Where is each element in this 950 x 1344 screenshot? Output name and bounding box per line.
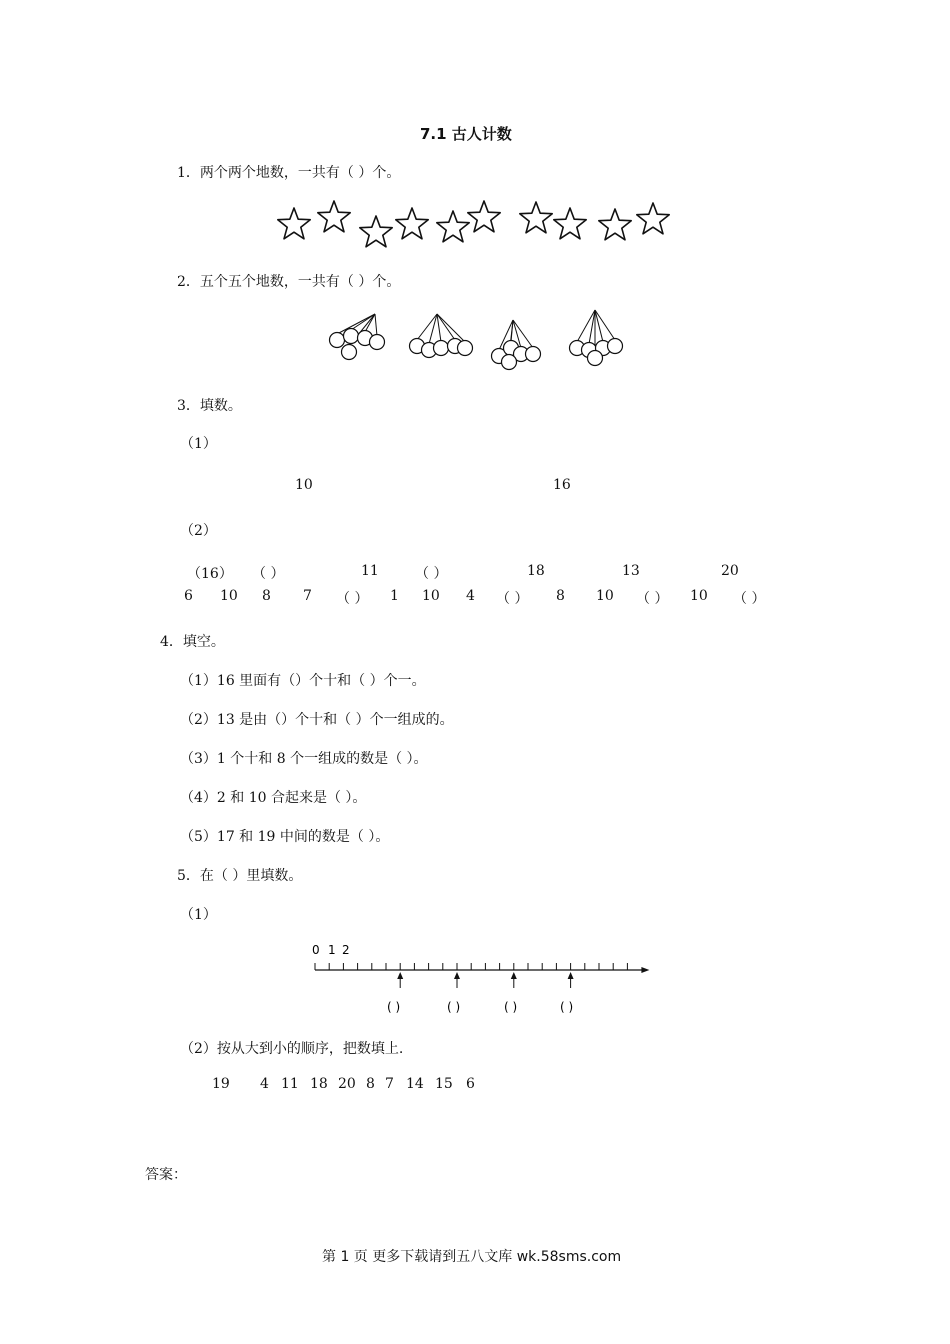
q3-bottom-item: 6 <box>184 588 193 604</box>
q3-bottom-item: 8 <box>556 588 565 604</box>
number-line <box>310 940 650 1020</box>
q3-bottom-item: 7 <box>303 588 312 604</box>
q5-number: 20 <box>338 1076 356 1092</box>
q3-bottom-item: 10 <box>690 588 708 604</box>
arrow-up-icon <box>454 972 460 979</box>
q5-number: 8 <box>366 1076 375 1092</box>
star-icon <box>360 216 392 247</box>
arrow-up-icon <box>397 972 403 979</box>
q3-bottom-item: （ ） <box>733 591 766 607</box>
q5-number: 18 <box>310 1076 328 1092</box>
star-icon <box>468 201 500 232</box>
q3-part1-value-b: 16 <box>553 477 571 493</box>
q3-bottom-item: 10 <box>422 588 440 604</box>
cherry-bunch-icon <box>492 320 541 370</box>
arrow-right-icon <box>641 967 649 973</box>
q4-item: （2）13 是由（）个十和（ ）个一组成的。 <box>180 712 454 728</box>
q5-number: 14 <box>406 1076 424 1092</box>
q4-item: （5）17 和 19 中间的数是（ ）。 <box>180 829 390 845</box>
q5-part1-label: （1） <box>180 907 217 923</box>
cherry-bunch-icon <box>410 314 473 358</box>
question-2: 2．五个五个地数，一共有（ ）个。 <box>177 274 401 290</box>
q5-number: 6 <box>466 1076 475 1092</box>
number-line-blank: ( ) <box>387 1000 401 1014</box>
q3-top-item: 20 <box>721 563 739 579</box>
q3-part1-label: （1） <box>180 436 217 452</box>
star-icon <box>437 211 469 242</box>
q3-part1-value-a: 10 <box>295 477 313 493</box>
q3-top-item: （ ） <box>252 566 285 582</box>
q5-number: 15 <box>435 1076 453 1092</box>
q4-item: （4）2 和 10 合起来是（ ）。 <box>180 790 367 806</box>
question-1: 1．两个两个地数，一共有（ ）个。 <box>177 165 401 181</box>
number-line-tick-label: 1 <box>328 943 336 957</box>
q3-bottom-item: （ ） <box>336 591 369 607</box>
q3-top-item: 18 <box>527 563 545 579</box>
star-icon <box>520 202 552 233</box>
star-icon <box>396 208 428 239</box>
answer-label: 答案： <box>145 1167 187 1183</box>
question-3: 3．填数。 <box>177 398 242 414</box>
q4-item: （1）16 里面有（）个十和（ ）个一。 <box>180 673 426 689</box>
q3-top-item: （16） <box>187 566 233 582</box>
q3-part2-label: （2） <box>180 523 217 539</box>
page-title: 7.1 古人计数 <box>420 125 512 143</box>
page-footer: 第 1 页 更多下载请到五八文库 wk.58sms.com <box>322 1249 622 1265</box>
cherry-bunch-icon-group <box>325 308 635 370</box>
q3-top-item: （ ） <box>415 566 448 582</box>
cherry-bunch-icon <box>330 314 385 360</box>
number-line-tick-label: 0 <box>312 943 320 957</box>
question-5: 5．在（ ）里填数。 <box>177 868 303 884</box>
number-line-blank: ( ) <box>560 1000 574 1014</box>
q3-bottom-item: （ ） <box>496 591 529 607</box>
arrow-up-icon <box>511 972 517 979</box>
q5-number: 11 <box>281 1076 299 1092</box>
q5-number: 4 <box>260 1076 269 1092</box>
number-line-tick-label: 2 <box>342 943 350 957</box>
q3-bottom-item: 1 <box>390 588 399 604</box>
q3-bottom-item: 8 <box>262 588 271 604</box>
star-icon-group <box>272 198 672 258</box>
number-line-blank: ( ) <box>447 1000 461 1014</box>
q3-bottom-item: 10 <box>596 588 614 604</box>
q3-bottom-item: （ ） <box>636 591 669 607</box>
q3-bottom-item: 4 <box>466 588 475 604</box>
star-icon <box>318 201 350 232</box>
star-icon <box>278 208 310 239</box>
q5-part2-text: （2）按从大到小的顺序，把数填上. <box>180 1041 404 1057</box>
star-icon <box>637 203 669 234</box>
question-4: 4．填空。 <box>160 634 225 650</box>
arrow-up-icon <box>568 972 574 979</box>
cherry-bunch-icon <box>570 310 623 366</box>
q3-top-item: 11 <box>361 563 379 579</box>
q5-number: 19 <box>212 1076 230 1092</box>
star-icon <box>599 209 631 240</box>
q3-top-item: 13 <box>622 563 640 579</box>
star-icon <box>554 208 586 239</box>
q5-number: 7 <box>385 1076 394 1092</box>
q3-bottom-item: 10 <box>220 588 238 604</box>
q4-item: （3）1 个十和 8 个一组成的数是（ ）。 <box>180 751 428 767</box>
number-line-blank: ( ) <box>504 1000 518 1014</box>
